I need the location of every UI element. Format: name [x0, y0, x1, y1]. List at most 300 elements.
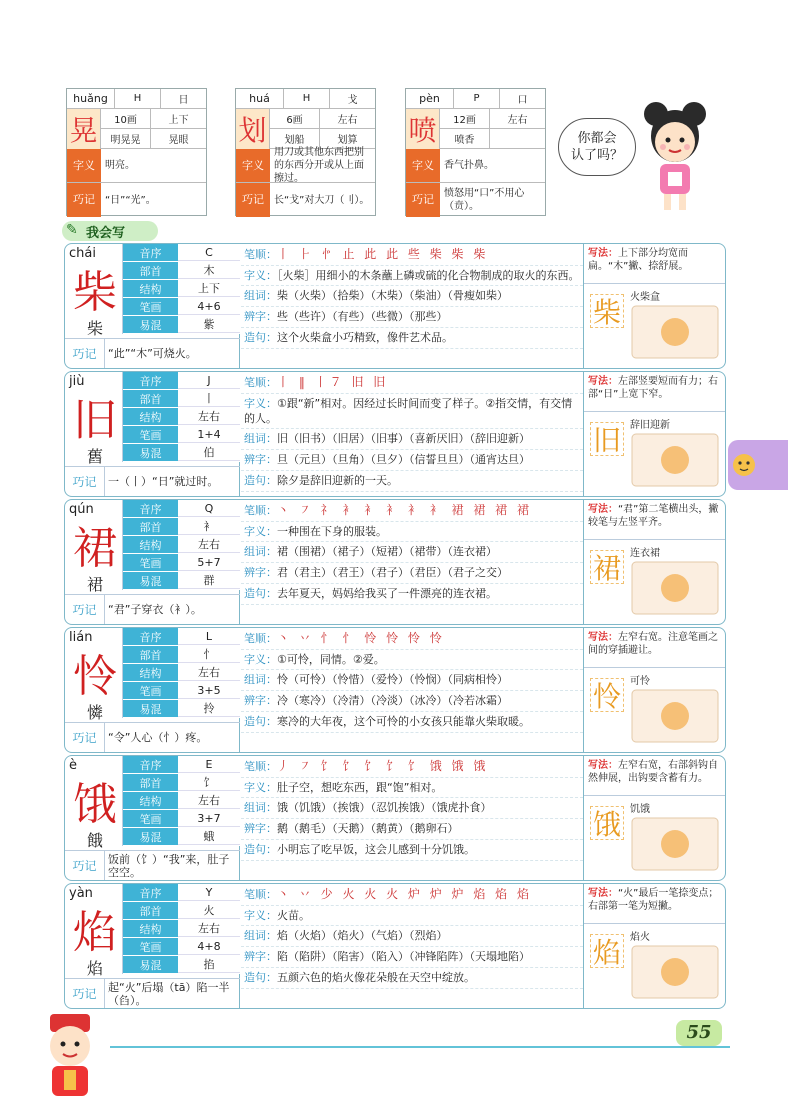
sentence-label: 造句：	[244, 715, 277, 728]
attr-confuse	[123, 956, 240, 974]
copy-char: 焰	[590, 934, 624, 968]
attr-confuse-value: 伯	[178, 444, 240, 461]
stroke-order	[241, 628, 583, 650]
attr-confuse-label: 易混	[123, 700, 178, 717]
word-group-text: 柴（火柴）（拾柴）（木柴）（柴油）（骨瘦如柴）	[277, 289, 508, 302]
attr-structure-value: 左右	[178, 920, 240, 937]
meaning-text: ①可怜，同情。②爱。	[277, 653, 385, 666]
attr-strokes-label: 笔画	[123, 426, 178, 443]
attr-strokes-label: 笔画	[123, 938, 178, 955]
writing-method	[584, 884, 726, 924]
ref-word1: 明晃晃	[101, 129, 151, 148]
mascot-illustration	[30, 1008, 110, 1108]
char-tip	[65, 466, 240, 496]
attr-strokes	[123, 938, 240, 956]
char-traditional: 焰	[86, 959, 103, 978]
char-big: 怜	[69, 646, 121, 698]
section-header	[62, 221, 158, 241]
word-group-label: 组词：	[244, 801, 277, 814]
illustration-caption: 饥饿	[630, 804, 650, 815]
attr-strokes-label: 笔画	[123, 298, 178, 315]
char-big: 焰	[69, 902, 121, 954]
attr-order	[123, 884, 240, 902]
distinguish-label: 辨字：	[244, 453, 277, 466]
stroke-order-label: 笔顺：	[244, 888, 277, 901]
attr-order-value: C	[178, 244, 240, 261]
writing-method-text: “火”最后一笔捺变点；右部第一笔为短撇。	[588, 888, 719, 912]
attr-order-value: Q	[178, 500, 240, 517]
ref-char: 晃	[67, 109, 101, 149]
word-group-label: 组词：	[244, 432, 277, 445]
attr-confuse	[123, 572, 240, 590]
char-attributes	[122, 884, 240, 974]
char-big: 柴	[69, 262, 121, 314]
attr-strokes	[123, 298, 240, 316]
meaning	[241, 266, 583, 286]
char-traditional: 舊	[86, 447, 103, 466]
word-group	[241, 286, 583, 307]
meaning-text: 肚子空，想吃东西，跟“饱”相对。	[277, 781, 443, 794]
ref-word2: 晃眼	[168, 135, 189, 146]
attr-confuse-value: 蛾	[178, 828, 240, 845]
side-tab	[728, 440, 788, 490]
meaning-label: 字义：	[244, 653, 277, 666]
stroke-order-text: 丶 丷 忄 忄 怜 怜 怜 怜	[277, 631, 445, 645]
char-pinyin: jiù	[69, 374, 85, 389]
attr-strokes-label: 笔画	[123, 554, 178, 571]
tip-label: 巧记	[65, 723, 105, 752]
attr-order	[123, 500, 240, 518]
char-traditional: 憐	[86, 703, 103, 722]
stroke-order-text: 丨 ⺊ 㣺 止 此 此 些 柴 柴 柴	[277, 247, 489, 261]
writing-method-text: 左部竖要短而有力；右部“日”上宽下窄。	[588, 376, 718, 400]
distinguish-text: 冷（寒冷）（冷清）（冷淡）（冰冷）（冷若冰霜）	[277, 694, 508, 707]
sentence-label: 造句：	[244, 474, 277, 487]
pencil-icon: ✎	[66, 222, 78, 238]
stroke-order-label: 笔顺：	[244, 504, 277, 517]
word-group-label: 组词：	[244, 545, 277, 558]
sentence-label: 造句：	[244, 331, 277, 344]
meaning-label: 字义：	[244, 269, 277, 282]
attr-order	[123, 756, 240, 774]
char-tip	[65, 722, 240, 752]
stroke-order-label: 笔顺：	[244, 760, 277, 773]
sentence	[241, 584, 583, 605]
picture-icon	[630, 816, 720, 872]
word-group-label: 组词：	[244, 929, 277, 942]
attr-structure-label: 结构	[123, 280, 178, 297]
attr-strokes-value: 4+6	[178, 298, 240, 315]
sentence-text: 寒冷的大年夜，这个可怜的小女孩只能靠火柴取暖。	[277, 715, 530, 728]
ref-meaning-label: 字义	[236, 149, 270, 182]
writing-method-label: 写法：	[588, 888, 618, 899]
meaning	[241, 522, 583, 542]
attr-strokes	[123, 682, 240, 700]
ref-letter: H	[284, 89, 330, 108]
ref-word2	[490, 129, 545, 148]
writing-method-label: 写法：	[588, 760, 618, 771]
illustration	[584, 540, 726, 624]
char-tip	[65, 338, 240, 368]
attr-structure-label: 结构	[123, 920, 178, 937]
illustration	[584, 796, 726, 880]
writing-method-label: 写法：	[588, 504, 618, 515]
word-group-text: 饿（饥饿）（挨饿）（忍饥挨饿）（饿虎扑食）	[277, 801, 492, 814]
char-pinyin: è	[69, 758, 77, 773]
attr-confuse-label: 易混	[123, 444, 178, 461]
character-row	[64, 243, 726, 369]
attr-structure	[123, 792, 240, 810]
attr-strokes	[123, 426, 240, 444]
ref-letter: H	[115, 89, 161, 108]
illustration-caption: 辞旧迎新	[630, 420, 670, 431]
writing-method	[584, 756, 726, 796]
sentence-label: 造句：	[244, 971, 277, 984]
char-info-panel	[65, 628, 240, 752]
attr-radical	[123, 646, 240, 664]
attr-radical-value: 木	[178, 262, 240, 279]
meaning	[241, 906, 583, 926]
attr-structure-label: 结构	[123, 536, 178, 553]
attr-structure-label: 结构	[123, 408, 178, 425]
distinguish-label: 辨字：	[244, 822, 277, 835]
illustration-caption: 火柴盒	[630, 292, 660, 303]
ref-tip: “日”“光”。	[105, 194, 156, 206]
attr-structure	[123, 920, 240, 938]
copy-char: 柴	[590, 294, 624, 328]
section-title: 我会写	[86, 225, 126, 241]
sentence-text: 小明忘了吃早饭，这会儿感到十分饥饿。	[277, 843, 475, 856]
girl-illustration	[634, 92, 716, 214]
character-row	[64, 371, 726, 497]
meaning-text: 一种围在下身的服装。	[277, 525, 387, 538]
sentence-text: 除夕是辞旧迎新的一天。	[277, 474, 398, 487]
attr-confuse-label: 易混	[123, 956, 178, 973]
ref-structure: 上下	[168, 115, 189, 126]
char-tip	[65, 850, 240, 880]
bubble-line2: 认了吗？	[570, 148, 623, 163]
ref-pinyin: huǎng	[67, 89, 115, 108]
writing-panel	[583, 500, 726, 624]
stroke-order	[241, 244, 583, 266]
attr-structure-value: 上下	[178, 280, 240, 297]
attr-strokes-value: 5+7	[178, 554, 240, 571]
word-group	[241, 542, 583, 563]
sentence	[241, 471, 583, 492]
sentence-label: 造句：	[244, 587, 277, 600]
footer-line	[110, 1046, 730, 1048]
ref-strokes: 6画	[270, 109, 320, 128]
char-detail-panel	[241, 244, 583, 368]
word-group-label: 组词：	[244, 289, 277, 302]
character-row	[64, 499, 726, 625]
attr-order-label: 音序	[123, 884, 178, 901]
char-attributes	[122, 500, 240, 590]
page-number: 55	[676, 1020, 722, 1046]
stroke-order	[241, 756, 583, 778]
writing-method-label: 写法：	[588, 376, 618, 387]
meaning-label: 字义：	[244, 525, 277, 538]
attr-order-label: 音序	[123, 372, 178, 389]
attr-structure	[123, 280, 240, 298]
distinguish-label: 辨字：	[244, 566, 277, 579]
char-info-panel	[65, 372, 240, 496]
attr-order-label: 音序	[123, 756, 178, 773]
attr-order-value: J	[178, 372, 240, 389]
stroke-order	[241, 500, 583, 522]
ref-word2: 划算	[337, 135, 358, 146]
attr-order	[123, 372, 240, 390]
distinguish-text: 陷（陷阱）（陷害）（陷入）（冲锋陷阵）（天塌地陷）	[277, 950, 530, 963]
char-info-panel	[65, 884, 240, 1008]
reference-card	[405, 88, 546, 216]
illustration	[584, 668, 726, 752]
char-tip	[65, 594, 240, 624]
char-big: 饿	[69, 774, 121, 826]
writing-panel	[583, 372, 726, 496]
char-traditional: 餓	[86, 831, 103, 850]
tip-text: 饭前（饣）“我”来，肚子空空。	[108, 852, 230, 879]
distinguish	[241, 563, 583, 584]
char-attributes	[122, 628, 240, 718]
distinguish-text: 鹅（鹅毛）（天鹅）（鹅黄）（鹅卵石）	[277, 822, 459, 835]
ref-radical: 口	[517, 95, 528, 106]
attr-order-label: 音序	[123, 244, 178, 261]
attr-radical-label: 部首	[123, 518, 178, 535]
word-group-text: 裙（围裙）（裙子）（短裙）（裙带）（连衣裙）	[277, 545, 497, 558]
attr-structure-value: 左右	[178, 536, 240, 553]
char-big: 裙	[69, 518, 121, 570]
attr-strokes-value: 4+8	[178, 938, 240, 955]
sentence	[241, 840, 583, 861]
writing-method	[584, 500, 726, 540]
word-group-text: 焰（火焰）（焰火）（气焰）（烈焰）	[277, 929, 448, 942]
meaning-text: 火苗。	[277, 909, 310, 922]
ref-tip: 愤怒用“口”不用心（贲）。	[444, 188, 525, 212]
attr-confuse-value: 拎	[178, 700, 240, 717]
ref-char: 划	[236, 109, 270, 149]
attr-radical	[123, 774, 240, 792]
attr-confuse-label: 易混	[123, 572, 178, 589]
word-group	[241, 429, 583, 450]
attr-confuse	[123, 828, 240, 846]
ref-char: 喷	[406, 109, 440, 149]
picture-icon	[630, 688, 720, 744]
attr-strokes-label: 笔画	[123, 810, 178, 827]
stroke-order-label: 笔顺：	[244, 632, 277, 645]
ref-structure: 左右	[337, 115, 358, 126]
tip-text: “此”“木”可烧火。	[108, 347, 197, 360]
ref-radical: 戈	[347, 95, 358, 106]
bubble-line1: 你都会	[577, 131, 617, 146]
tip-text: 一（丨）“日”就过时。	[108, 475, 219, 488]
ref-pinyin: pèn	[406, 89, 454, 108]
attr-confuse-label: 易混	[123, 316, 178, 333]
character-row	[64, 755, 726, 881]
char-pinyin: chái	[69, 246, 96, 261]
attr-radical-value: 饣	[178, 774, 240, 791]
attr-radical-value: 丨	[178, 390, 240, 407]
writing-method	[584, 628, 726, 668]
picture-icon	[630, 944, 720, 1000]
sentence-text: 去年夏天，妈妈给我买了一件漂亮的连衣裙。	[277, 587, 497, 600]
attr-strokes-label: 笔画	[123, 682, 178, 699]
ref-word1: 划船	[270, 129, 320, 148]
char-detail-panel	[241, 756, 583, 880]
distinguish	[241, 450, 583, 471]
attr-strokes	[123, 810, 240, 828]
char-pinyin: yàn	[69, 886, 93, 901]
char-info-panel	[65, 756, 240, 880]
illustration-caption: 焰火	[630, 932, 650, 943]
char-traditional: 柴	[86, 319, 103, 338]
stroke-order	[241, 884, 583, 906]
attr-strokes-value: 1+4	[178, 426, 240, 443]
stroke-order-text: 丿 ㇇ 饣 饣 饣 饣 饣 饿 饿 饿	[277, 759, 489, 773]
distinguish-label: 辨字：	[244, 694, 277, 707]
tip-label: 巧记	[65, 979, 105, 1008]
ref-meaning-label: 字义	[67, 149, 101, 182]
distinguish-text: 旦（元旦）（旦角）（旦夕）（信誓旦旦）（通宵达旦）	[277, 453, 530, 466]
sentence-text: 五颜六色的焰火像花朵般在天空中绽放。	[277, 971, 475, 984]
character-row	[64, 883, 726, 1009]
writing-method-text: 左窄右宽。注意笔画之间的穿插避让。	[588, 632, 718, 656]
sentence	[241, 968, 583, 989]
char-detail-panel	[241, 628, 583, 752]
sentence	[241, 712, 583, 733]
attr-confuse	[123, 444, 240, 462]
attr-strokes	[123, 554, 240, 572]
copy-char: 饿	[590, 806, 624, 840]
copy-char: 裙	[590, 550, 624, 584]
tip-text: “君”子穿衣（衤）。	[108, 603, 202, 616]
meaning-text: ［火柴］用细小的木条蘸上磷或硫的化合物制成的取火的东西。	[277, 269, 580, 282]
char-detail-panel	[241, 884, 583, 1008]
distinguish	[241, 691, 583, 712]
attr-radical-value: 火	[178, 902, 240, 919]
speech-bubble	[558, 118, 636, 176]
tip-text: 起“火”后塌（tā）陷一半（臽）。	[108, 980, 230, 1007]
ref-tip: 长“戈”对大刀（刂）。	[274, 194, 370, 206]
writing-panel	[583, 244, 726, 368]
reference-card	[235, 88, 376, 216]
writing-panel	[583, 884, 726, 1008]
char-attributes	[122, 756, 240, 846]
ref-meaning-label: 字义	[406, 149, 440, 182]
attr-strokes-value: 3+5	[178, 682, 240, 699]
attr-confuse	[123, 700, 240, 718]
ref-tip-label: 巧记	[406, 183, 440, 217]
attr-radical-label: 部首	[123, 646, 178, 663]
picture-icon	[630, 304, 720, 360]
attr-order-label: 音序	[123, 500, 178, 517]
writing-panel	[583, 628, 726, 752]
picture-icon	[630, 560, 720, 616]
word-group	[241, 798, 583, 819]
attr-radical	[123, 902, 240, 920]
illustration	[584, 412, 726, 496]
meaning	[241, 650, 583, 670]
writing-panel	[583, 756, 726, 880]
attr-order-value: Y	[178, 884, 240, 901]
char-pinyin: qún	[69, 502, 94, 517]
attr-radical-label: 部首	[123, 262, 178, 279]
writing-method	[584, 372, 726, 412]
meaning-text: ①跟“新”相对。因经过长时间而变了样子。②指交情，有交情的人。	[244, 397, 573, 425]
char-detail-panel	[241, 500, 583, 624]
ref-strokes: 10画	[101, 109, 151, 128]
reference-card	[66, 88, 207, 216]
attr-structure	[123, 408, 240, 426]
char-attributes	[122, 372, 240, 462]
word-group	[241, 926, 583, 947]
meaning	[241, 778, 583, 798]
distinguish-text: 君（君主）（君王）（君子）（君臣）（君子之交）	[277, 566, 508, 579]
ref-word1: 喷香	[440, 129, 490, 148]
stroke-order	[241, 372, 583, 394]
meaning-label: 字义：	[244, 781, 277, 794]
word-group	[241, 670, 583, 691]
ref-strokes: 12画	[440, 109, 490, 128]
attr-radical	[123, 262, 240, 280]
distinguish-text: 些（些许）（有些）（些微）（那些）	[277, 310, 448, 323]
writing-method	[584, 244, 726, 284]
attr-structure-value: 左右	[178, 664, 240, 681]
char-info-panel	[65, 500, 240, 624]
copy-char: 旧	[590, 422, 624, 456]
char-pinyin: lián	[69, 630, 93, 645]
attr-structure-label: 结构	[123, 792, 178, 809]
attr-confuse-value: 掐	[178, 956, 240, 973]
distinguish-label: 辨字：	[244, 310, 277, 323]
stroke-order-text: 丨 ‖ 丨７ 旧 旧	[277, 375, 389, 389]
word-group-text: 怜（可怜）（怜惜）（爱怜）（怜悯）（同病相怜）	[277, 673, 508, 686]
attr-strokes-value: 3+7	[178, 810, 240, 827]
tip-label: 巧记	[65, 339, 105, 368]
ref-tip-label: 巧记	[67, 183, 101, 217]
sentence-label: 造句：	[244, 843, 277, 856]
attr-structure-value: 左右	[178, 408, 240, 425]
char-big: 旧	[69, 390, 121, 442]
ref-meaning: 用刀或其他东西把别的东西分开或从上面擦过。	[274, 147, 364, 184]
ref-meaning: 香气扑鼻。	[444, 160, 494, 171]
character-row	[64, 627, 726, 753]
attr-radical-label: 部首	[123, 390, 178, 407]
illustration-caption: 可怜	[630, 676, 650, 687]
illustration-caption: 连衣裙	[630, 548, 660, 559]
stroke-order-label: 笔顺：	[244, 248, 277, 261]
attr-structure	[123, 536, 240, 554]
attr-order-value: E	[178, 756, 240, 773]
ref-radical: 日	[178, 95, 189, 106]
tip-label: 巧记	[65, 467, 105, 496]
writing-method-text: 左窄右宽，右部斜钩自然伸展，出钩要含蓄有力。	[588, 760, 718, 784]
attr-order-value: L	[178, 628, 240, 645]
attr-order	[123, 244, 240, 262]
writing-method-label: 写法：	[588, 632, 618, 643]
writing-method-label: 写法：	[588, 248, 618, 259]
word-group-label: 组词：	[244, 673, 277, 686]
meaning-label: 字义：	[244, 397, 277, 410]
attr-order	[123, 628, 240, 646]
meaning	[241, 394, 583, 429]
distinguish-label: 辨字：	[244, 950, 277, 963]
attr-confuse-value: 群	[178, 572, 240, 589]
char-detail-panel	[241, 372, 583, 496]
stroke-order-text: 丶 ㇇ 礻 衤 衤 衤 衤 衤 裙 裙 裙 裙	[277, 503, 532, 517]
tip-text: “令”人心（忄）疼。	[108, 731, 208, 744]
sentence	[241, 328, 583, 349]
